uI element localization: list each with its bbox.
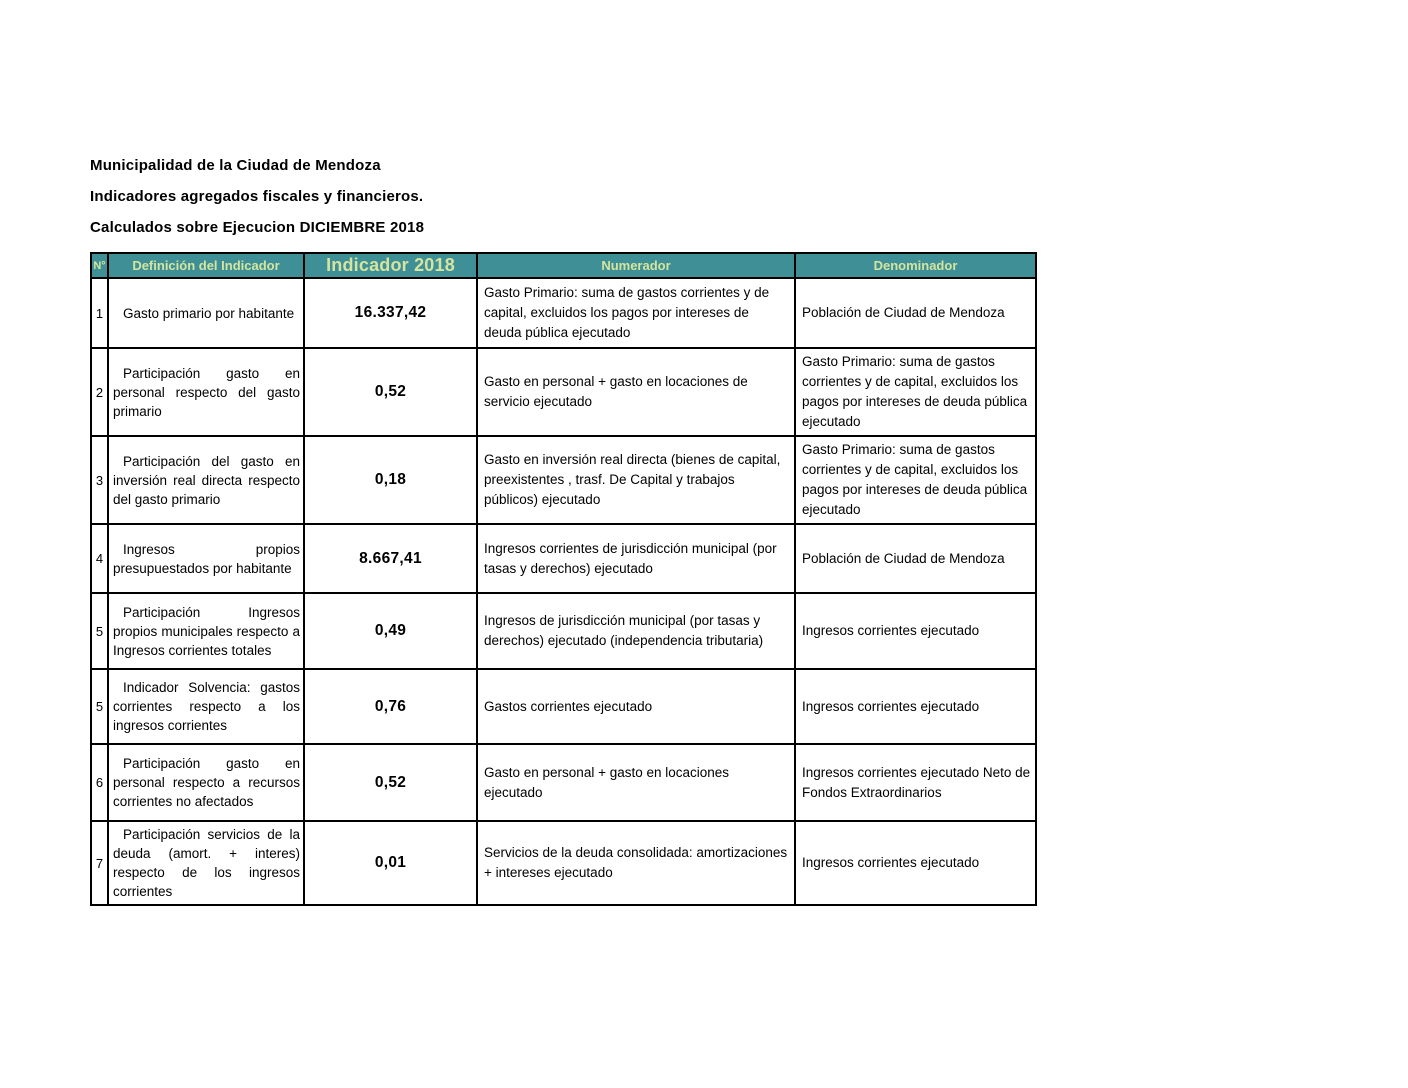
denominator-cell: Ingresos corrientes ejecutado <box>795 821 1036 905</box>
row-number-cell: 3 <box>91 436 108 524</box>
header-definition: Definición del Indicador <box>108 253 304 278</box>
denominator-cell: Gasto Primario: suma de gastos corrientes y de capital, excluidos los pagos por intereses de deuda pública ejecutado <box>795 436 1036 524</box>
indicator-value-cell: 0,01 <box>304 821 477 905</box>
indicator-value-cell: 0,18 <box>304 436 477 524</box>
definition-cell: Ingresos propios presupuestados por habitante <box>108 524 304 593</box>
table-header <box>91 253 1036 278</box>
row-number-cell: 4 <box>91 524 108 593</box>
indicator-value-cell: 8.667,41 <box>304 524 477 593</box>
definition-cell: Indicador Solvencia: gastos corrientes respecto a los ingresos corrientes <box>108 669 304 744</box>
denominator-cell: Población de Ciudad de Mendoza <box>795 278 1036 348</box>
numerator-cell: Gastos corrientes ejecutado <box>477 669 795 744</box>
row-number-cell: 5 <box>91 669 108 744</box>
definition-cell: Participación Ingresos propios municipales respecto a Ingresos corrientes totales <box>108 593 304 669</box>
table-row <box>91 744 1036 821</box>
table-body <box>91 278 1036 905</box>
table-row <box>91 593 1036 669</box>
definition-cell: Gasto primario por habitante <box>108 278 304 348</box>
row-number-cell: 2 <box>91 348 108 436</box>
definition-cell: Participación del gasto en inversión real directa respecto del gasto primario <box>108 436 304 524</box>
row-number-cell: 7 <box>91 821 108 905</box>
table-row <box>91 436 1036 524</box>
header-row <box>91 253 1036 278</box>
numerator-cell: Ingresos corrientes de jurisdicción municipal (por tasas y derechos) ejecutado <box>477 524 795 593</box>
header-number: N° <box>91 253 108 278</box>
header-numerator: Numerador <box>477 253 795 278</box>
indicator-value-cell: 16.337,42 <box>304 278 477 348</box>
header-indicator-2018: Indicador 2018 <box>304 253 477 278</box>
numerator-cell: Servicios de la deuda consolidada: amortizaciones + intereses ejecutado <box>477 821 795 905</box>
numerator-cell: Gasto en personal + gasto en locaciones ejecutado <box>477 744 795 821</box>
numerator-cell: Ingresos de jurisdicción municipal (por tasas y derechos) ejecutado (independencia tributaria) <box>477 593 795 669</box>
table-row <box>91 348 1036 436</box>
document-title: Municipalidad de la Ciudad de Mendoza <box>90 157 381 174</box>
table-row <box>91 278 1036 348</box>
numerator-cell: Gasto en personal + gasto en locaciones de servicio ejecutado <box>477 348 795 436</box>
denominator-cell: Gasto Primario: suma de gastos corrientes y de capital, excluidos los pagos por intereses de deuda pública ejecutado <box>795 348 1036 436</box>
numerator-cell: Gasto Primario: suma de gastos corrientes y de capital, excluidos los pagos por intereses de deuda pública ejecutado <box>477 278 795 348</box>
definition-cell: Participación gasto en personal respecto a recursos corrientes no afectados <box>108 744 304 821</box>
denominator-cell: Ingresos corrientes ejecutado <box>795 669 1036 744</box>
denominator-cell: Ingresos corrientes ejecutado <box>795 593 1036 669</box>
table-row <box>91 524 1036 593</box>
table-row <box>91 821 1036 905</box>
indicator-value-cell: 0,52 <box>304 348 477 436</box>
denominator-cell: Ingresos corrientes ejecutado Neto de Fondos Extraordinarios <box>795 744 1036 821</box>
definition-cell: Participación servicios de la deuda (amort. + interes) respecto de los ingresos corrientes <box>108 821 304 905</box>
numerator-cell: Gasto en inversión real directa (bienes de capital, preexistentes , trasf. De Capital y trabajos públicos) ejecutado <box>477 436 795 524</box>
header-denominator: Denominador <box>795 253 1036 278</box>
document-subtitle: Indicadores agregados fiscales y financieros. <box>90 188 424 205</box>
sheet-content <box>90 158 1150 906</box>
row-number-cell: 6 <box>91 744 108 821</box>
table-row <box>91 669 1036 744</box>
definition-cell: Participación gasto en personal respecto del gasto primario <box>108 348 304 436</box>
row-number-cell: 1 <box>91 278 108 348</box>
denominator-cell: Población de Ciudad de Mendoza <box>795 524 1036 593</box>
document-period-line: Calculados sobre Ejecucion DICIEMBRE 2018 <box>90 219 425 236</box>
indicator-value-cell: 0,49 <box>304 593 477 669</box>
indicator-value-cell: 0,52 <box>304 744 477 821</box>
row-number-cell: 5 <box>91 593 108 669</box>
indicator-value-cell: 0,76 <box>304 669 477 744</box>
indicators-table <box>90 252 1037 906</box>
